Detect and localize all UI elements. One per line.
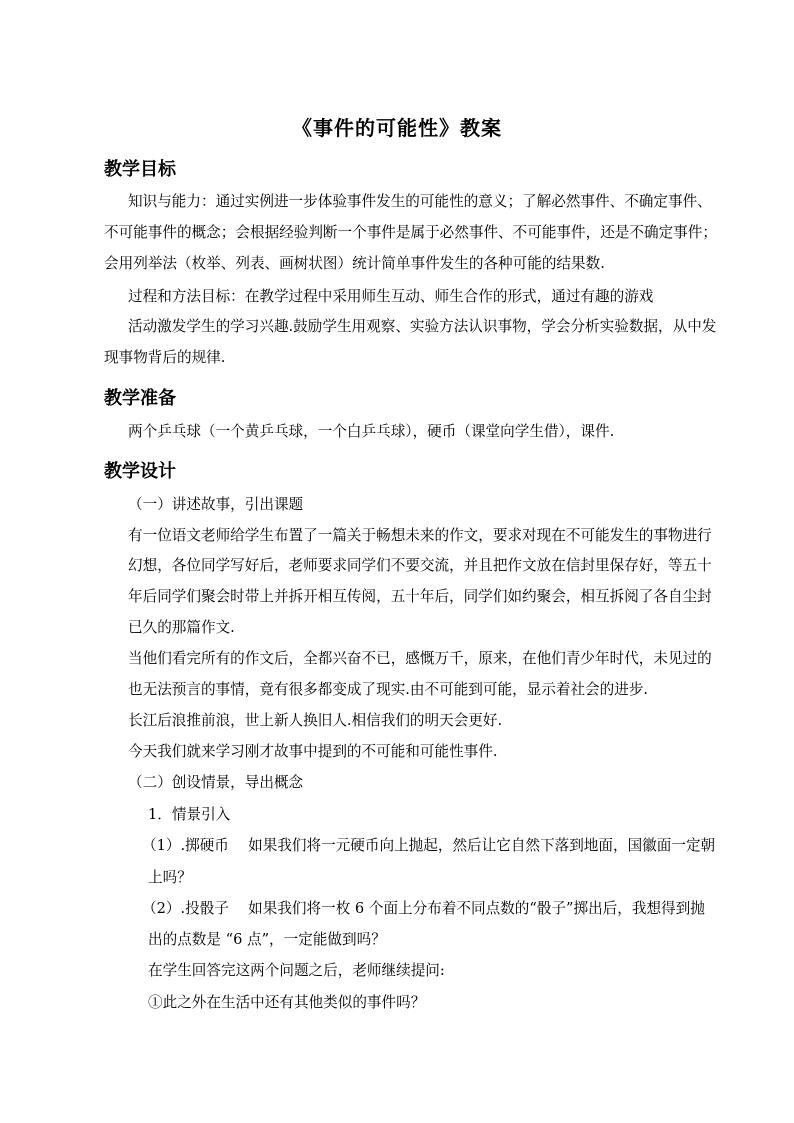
design-subheading: （二）创设情景，导出概念 (128, 774, 304, 791)
design-line: 当他们看完所有的作文后，全都兴奋不已，感慨万千，原来，在他们青少年时代，未见过的 (128, 650, 712, 667)
design-line: 年后同学们聚会时带上并拆开相互传阅，五十年后，同学们如约聚会，相互拆阅了各自尘封 (128, 588, 712, 605)
design-line: ①此之外在生活中还有其他类似的事件吗？ (148, 994, 426, 1011)
design-subheading: （一）讲述故事，引出课题 (128, 496, 304, 513)
heading-objectives: 教学目标 (104, 159, 176, 180)
design-line: 长江后浪推前浪，世上新人换旧人.相信我们的明天会更好. (128, 712, 503, 729)
design-line: 上吗？ (148, 869, 192, 886)
heading-preparation: 教学准备 (104, 388, 176, 409)
preparation-line: 两个乒乓球（一个黄乒乓球，一个白乒乓球），硬币（课堂向学生借），课件. (128, 423, 615, 440)
objectives-line: 会用列举法（枚举、列表、画树状图）统计简单事件发生的各种可能的结果数. (104, 255, 605, 272)
objectives-line: 活动激发学生的学习兴趣.鼓励学生用观察、实验方法认识事物，学会分析实验数据，从中发 (128, 318, 717, 335)
objectives-line: 知识与能力：通过实例进一步体验事件发生的可能性的意义；了解必然事件、不确定事件、 (128, 193, 712, 210)
design-line: 今天我们就来学习刚才故事中提到的不可能和可能性事件. (128, 743, 498, 760)
objectives-line: 过程和方法目标：在教学过程中采用师生互动、师生合作的形式，通过有趣的游戏 (128, 288, 654, 305)
design-line: 1．情景引入 (148, 806, 231, 823)
document-title: 《事件的可能性》教案 (292, 116, 502, 140)
design-line: 幻想，各位同学写好后，老师要求同学们不要交流，并且把作文放在信封里保存好，等五十 (128, 557, 712, 574)
design-line: （1）.掷硬币 如果我们将一元硬币向上抛起，然后让它自然下落到地面，国徽面一定朝 (142, 837, 716, 854)
objectives-line: 现事物背后的规律. (104, 349, 226, 366)
objectives-line: 不可能事件的概念；会根据经验判断一个事件是属于必然事件、不可能事件，还是不确定事件； (104, 224, 717, 241)
design-line: 在学生回答完这两个问题之后，老师继续提问: (148, 962, 445, 979)
design-line: 有一位语文老师给学生布置了一篇关于畅想未来的作文，要求对现在不可能发生的事物进行 (128, 527, 712, 544)
design-line: （2）.投骰子 如果我们将一枚 6 个面上分布着不同点数的“骰子”掷出后，我想得到抛 (142, 900, 705, 917)
design-line: 出的点数是 “6 点”，一定能做到吗？ (148, 931, 386, 948)
heading-design: 教学设计 (104, 461, 176, 482)
design-line: 已久的那篇作文. (128, 619, 235, 636)
design-line: 也无法预言的事情，竟有很多都变成了现实.由不可能到可能，显示着社会的进步. (128, 681, 649, 698)
